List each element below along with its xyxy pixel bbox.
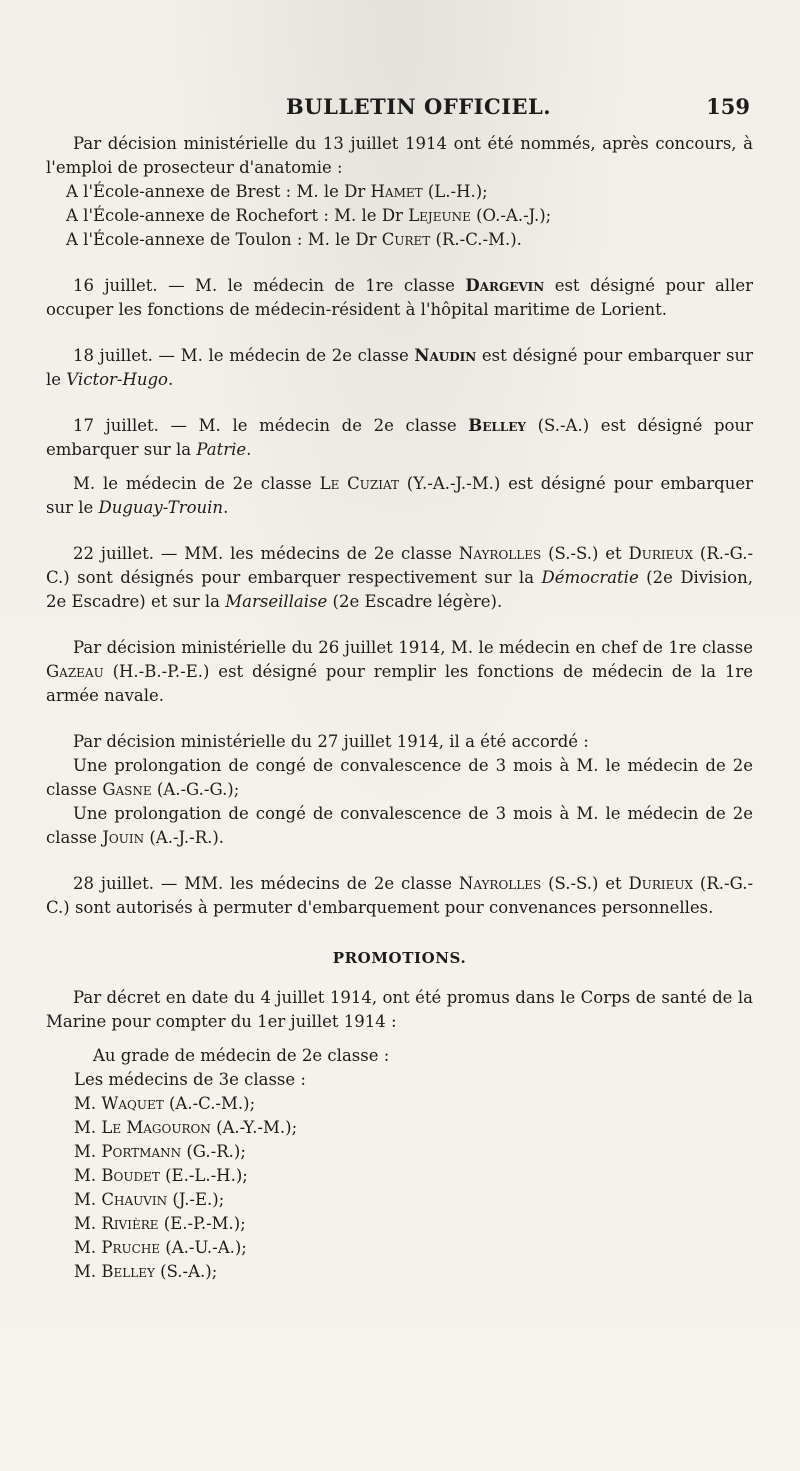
text-run: (2e Escadre légère). bbox=[327, 592, 503, 611]
text-run: (S.-A.) est désigné pour embarquer sur la bbox=[46, 416, 753, 459]
spacer bbox=[46, 920, 753, 942]
text-run: Une prolongation de congé de convalescence de 3 mois à M. le médecin de 2e classe bbox=[46, 756, 753, 799]
page-body bbox=[46, 132, 753, 1284]
person-name: Le Cuziat bbox=[319, 474, 399, 493]
ship-name: Marseillaise bbox=[225, 592, 328, 611]
person-name: Gasne bbox=[102, 780, 152, 799]
person-name: Jouin bbox=[102, 828, 145, 847]
text-run: M. bbox=[74, 1142, 102, 1161]
entry-gasne bbox=[46, 754, 753, 802]
person-name: Portmann bbox=[101, 1142, 182, 1161]
person-name: Nayrolles bbox=[458, 544, 542, 563]
text-run: (L.-H.); bbox=[422, 182, 488, 201]
person-name: Pruche bbox=[101, 1238, 161, 1257]
text-run: (H.-B.-P.-E.) est désigné pour remplir les fonctions de médecin de la 1re armée navale. bbox=[46, 662, 753, 705]
person-name: Le Magouron bbox=[101, 1118, 211, 1137]
spacer bbox=[46, 614, 753, 636]
spacer bbox=[46, 708, 753, 730]
page-number: 159 bbox=[706, 94, 750, 119]
text-run: 16 juillet. — M. le médecin de 1re classe bbox=[73, 276, 466, 295]
person-name: Dargevin bbox=[465, 276, 545, 295]
text-run: M. le médecin de 2e classe bbox=[73, 474, 320, 493]
text-run: (E.-P.-M.); bbox=[158, 1214, 246, 1233]
person-name: Lejeune bbox=[408, 206, 471, 225]
text-run: . bbox=[167, 370, 174, 389]
text-run: (S.-A.); bbox=[154, 1262, 218, 1281]
text-run: (G.-R.); bbox=[181, 1142, 246, 1161]
text-run: Une prolongation de congé de convalescence de 3 mois à M. le médecin de 2e classe bbox=[46, 804, 753, 847]
entry-27-juillet-intro: Par décision ministérielle du 27 juillet 1914, il a été accordé : bbox=[73, 732, 589, 751]
text-run: est désigné pour aller occuper les fonctions de médecin-résident à l'hôpital maritime de Lorient. bbox=[46, 276, 753, 319]
spacer bbox=[46, 1034, 753, 1044]
section-title-promotions: PROMOTIONS. bbox=[332, 949, 467, 967]
list-item bbox=[74, 1164, 753, 1188]
text-run: est désigné pour embarquer sur le bbox=[46, 346, 753, 389]
ship-name: Patrie bbox=[196, 440, 247, 459]
text-run: M. bbox=[74, 1262, 102, 1281]
person-name: Durieux bbox=[628, 874, 694, 893]
spacer bbox=[46, 462, 753, 472]
text-run: (R.-C.-M.). bbox=[430, 230, 522, 249]
entry-28-juillet bbox=[46, 872, 753, 920]
entry-le-cuziat bbox=[46, 472, 753, 520]
text-run: (2e Division, 2e Escadre) et sur la bbox=[46, 568, 753, 611]
entry-16-juillet bbox=[46, 274, 753, 322]
list-item bbox=[74, 1260, 753, 1284]
promotions-grade: Au grade de médecin de 2e classe : bbox=[93, 1046, 390, 1065]
prosecteur-toulon bbox=[46, 228, 753, 252]
entry-26-juillet bbox=[46, 636, 753, 708]
text-run: (J.-E.); bbox=[167, 1190, 225, 1209]
text-run: (A.-U.-A.); bbox=[160, 1238, 247, 1257]
text-run: (Y.-A.-J.-M.) est désigné pour embarquer sur le bbox=[46, 474, 753, 517]
text-run: M. bbox=[74, 1238, 102, 1257]
text-run: M. bbox=[74, 1190, 102, 1209]
person-name: Naudin bbox=[414, 346, 477, 365]
text-run: A l'École-annexe de Toulon : M. le Dr bbox=[66, 230, 382, 249]
text-run: (R.-G.-C.) sont autorisés à permuter d'embarquement pour convenances personnelles. bbox=[46, 874, 754, 917]
person-name: Belley bbox=[468, 416, 526, 435]
text-run: (A.-C.-M.); bbox=[163, 1094, 256, 1113]
text-run: A l'École-annexe de Rochefort : M. le Dr bbox=[66, 206, 409, 225]
text-run: M. bbox=[74, 1166, 102, 1185]
text-run: 17 juillet. — M. le médecin de 2e classe bbox=[73, 416, 469, 435]
prosecteur-rochefort bbox=[46, 204, 753, 228]
running-title: BULLETIN OFFICIEL. bbox=[286, 94, 552, 119]
text-run: (S.-S.) et bbox=[541, 874, 629, 893]
promoted-list bbox=[46, 1092, 753, 1284]
spacer bbox=[46, 850, 753, 872]
list-item bbox=[74, 1116, 753, 1140]
ship-name: Victor-Hugo bbox=[66, 370, 168, 389]
spacer bbox=[46, 322, 753, 344]
text-run: M. bbox=[74, 1214, 102, 1233]
prosecteur-intro: Par décision ministérielle du 13 juillet 1914 ont été nommés, après concours, à l'emploi de prosecteur d'anatomie : bbox=[46, 134, 753, 177]
entry-jouin bbox=[46, 802, 753, 850]
person-name: Nayrolles bbox=[458, 874, 542, 893]
text-run: . bbox=[246, 440, 252, 459]
person-name: Durieux bbox=[628, 544, 694, 563]
person-name: Gazeau bbox=[46, 662, 104, 681]
person-name: Chauvin bbox=[101, 1190, 168, 1209]
text-run: (E.-L.-H.); bbox=[159, 1166, 248, 1185]
entry-17-juillet bbox=[46, 414, 753, 462]
text-run: 22 juillet. — MM. les médecins de 2e classe bbox=[73, 544, 459, 563]
text-run: (A.-J.-R.). bbox=[144, 828, 225, 847]
promotions-from: Les médecins de 3e classe : bbox=[74, 1070, 306, 1089]
text-run: . bbox=[223, 498, 229, 517]
list-item bbox=[74, 1140, 753, 1164]
text-run: M. bbox=[74, 1118, 102, 1137]
spacer bbox=[46, 252, 753, 274]
promotions-decree: Par décret en date du 4 juillet 1914, ont été promus dans le Corps de santé de la Marine pour compter du 1er juillet 1914 : bbox=[46, 988, 753, 1031]
list-item bbox=[74, 1236, 753, 1260]
text-run: (A.-G.-G.); bbox=[151, 780, 240, 799]
list-item bbox=[74, 1188, 753, 1212]
text-run: 18 juillet. — M. le médecin de 2e classe bbox=[73, 346, 415, 365]
person-name: Boudet bbox=[101, 1166, 160, 1185]
ship-name: Duguay-Trouin bbox=[98, 498, 224, 517]
person-name: Curet bbox=[381, 230, 431, 249]
list-item bbox=[74, 1212, 753, 1236]
text-run: (O.-A.-J.); bbox=[470, 206, 552, 225]
entry-18-juillet bbox=[46, 344, 753, 392]
spacer bbox=[46, 520, 753, 542]
person-name: Belley bbox=[101, 1262, 155, 1281]
person-name: Waquet bbox=[101, 1094, 164, 1113]
page-header bbox=[0, 94, 800, 124]
text-run: Par décision ministérielle du 26 juillet 1914, M. le médecin en chef de 1re classe bbox=[73, 638, 753, 657]
list-item bbox=[74, 1092, 753, 1116]
text-run: 28 juillet. — MM. les médecins de 2e classe bbox=[73, 874, 459, 893]
spacer bbox=[46, 392, 753, 414]
prosecteur-brest bbox=[46, 180, 753, 204]
text-run: (S.-S.) et bbox=[541, 544, 629, 563]
person-name: Rivière bbox=[101, 1214, 159, 1233]
person-name: Hamet bbox=[370, 182, 423, 201]
text-run: (R.-G.-C.) sont désignés pour embarquer respectivement sur la bbox=[46, 544, 754, 587]
text-run: A l'École-annexe de Brest : M. le Dr bbox=[66, 182, 371, 201]
entry-22-juillet bbox=[46, 542, 753, 614]
text-run: (A.-Y.-M.); bbox=[210, 1118, 298, 1137]
text-run: M. bbox=[74, 1094, 102, 1113]
ship-name: Démocratie bbox=[541, 568, 639, 587]
